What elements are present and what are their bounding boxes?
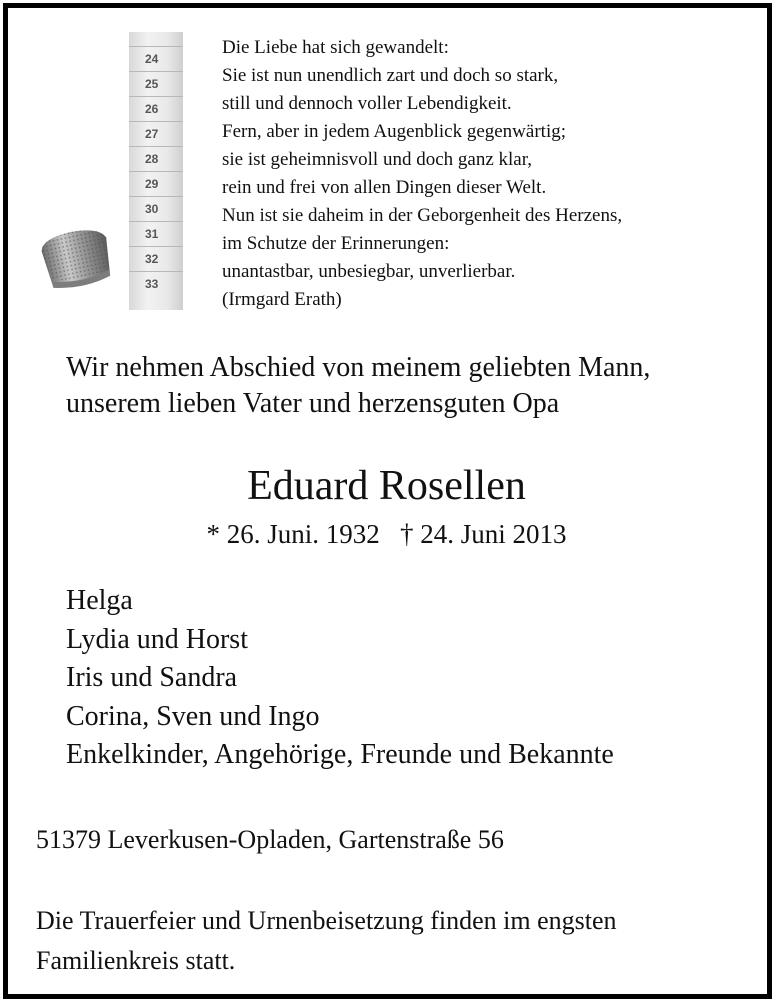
thimble-image: [36, 226, 120, 292]
poem-line: Die Liebe hat sich gewandelt:: [222, 37, 449, 58]
mourner-line: Corina, Sven und Ingo: [66, 700, 320, 732]
tape-number: 24: [129, 46, 183, 71]
tape-number: 29: [129, 171, 183, 196]
intro-line: unserem lieben Vater und herzensguten Opa: [66, 388, 560, 419]
notice-line: Familienkreis statt.: [36, 946, 236, 975]
mourners-list: [66, 582, 614, 775]
poem-line: Fern, aber in jedem Augenblick gegenwärtig;: [222, 121, 567, 142]
tape-number: 32: [129, 246, 183, 271]
measuring-tape-image: [129, 32, 183, 310]
tape-number: 26: [129, 96, 183, 121]
tape-number: 25: [129, 71, 183, 96]
poem-line: rein und frei von allen Dingen dieser Welt.: [222, 177, 547, 198]
poem-line: im Schutze der Erinnerungen:: [222, 233, 450, 254]
poem-line: Nun ist sie daheim in der Geborgenheit des Herzens,: [222, 205, 623, 226]
poem-author: (Irmgard Erath): [222, 289, 342, 310]
poem: [222, 34, 622, 314]
mourner-line: Lydia und Horst: [66, 623, 248, 655]
poem-line: Sie ist nun unendlich zart und doch so stark,: [222, 65, 559, 86]
mourner-line: Enkelkinder, Angehörige, Freunde und Bekannte: [66, 739, 614, 770]
tape-number: 30: [129, 196, 183, 221]
poem-line: unantastbar, unbesiegbar, unverlierbar.: [222, 261, 516, 282]
farewell-intro: [66, 350, 650, 422]
tape-edge: [129, 26, 183, 34]
tape-number: 27: [129, 121, 183, 146]
life-dates: * 26. Juni. 1932 † 24. Juni 2013: [206, 519, 567, 549]
intro-line: Wir nehmen Abschied von meinem geliebten Mann,: [66, 352, 651, 383]
tape-number: 31: [129, 221, 183, 246]
poem-line: still und dennoch voller Lebendigkeit.: [222, 93, 512, 114]
poem-line: sie ist geheimnisvoll und doch ganz klar,: [222, 149, 533, 170]
funeral-notice: [36, 901, 617, 981]
notice-line: Die Trauerfeier und Urnenbeisetzung finden im engsten: [36, 906, 617, 935]
tape-number: 33: [129, 271, 183, 296]
mourner-line: Iris und Sandra: [66, 662, 238, 693]
tape-number: 28: [129, 146, 183, 171]
address: 51379 Leverkusen-Opladen, Gartenstraße 56: [36, 825, 504, 854]
deceased-name: Eduard Rosellen: [247, 463, 526, 509]
mourner-line: Helga: [66, 585, 133, 616]
